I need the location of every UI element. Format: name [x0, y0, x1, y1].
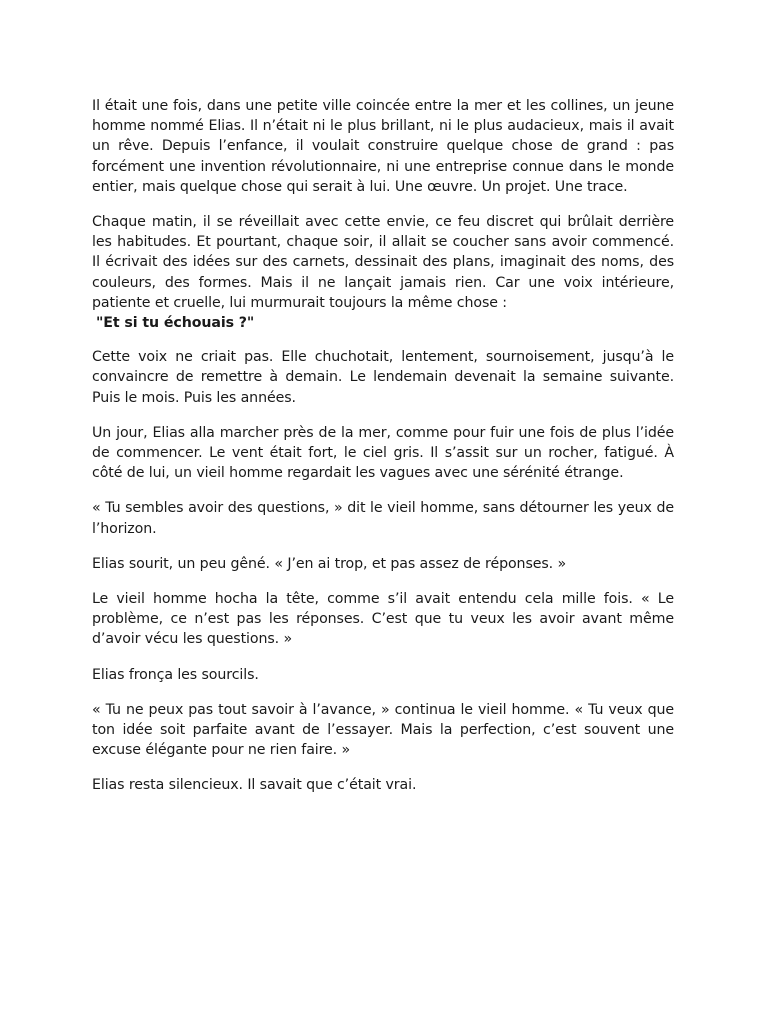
paragraph-1: Il était une fois, dans une petite ville coincée entre la mer et les collines, un jeune homme nommé Elias. Il n’était ni le plus brillant, ni le plus audacieux, mais il avait un rêve. Depuis l’enfance, il voulait construire quelque chose de grand : pas forcément une invention révolutionnaire, ni une entreprise connue dans le monde entier, mais quelque chose qui serait à lui. Une œuvre. Un projet. Une trace.: [92, 98, 674, 195]
paragraph-2: Chaque matin, il se réveillait avec cette envie, ce feu discret qui brûlait derrière les habitudes. Et pourtant, chaque soir, il allait se coucher sans avoir commencé. Il écrivait des idées sur des carnets, dessinait des plans, imaginait des noms, des couleurs, des formes. Mais il ne lançait jamais rien. Car une voix intérieure, patiente et cruelle, lui murmurait toujours la même chose :: [92, 214, 674, 311]
bold-quote: "Et si tu échouais ?": [96, 315, 255, 332]
paragraph-5: « Tu sembles avoir des questions, » dit le vieil homme, sans détourner les yeux de l’horizon.: [92, 500, 674, 537]
paragraph-10: Elias resta silencieux. Il savait que c’était vrai.: [92, 777, 417, 794]
paragraph-7: Le vieil homme hocha la tête, comme s’il avait entendu cela mille fois. « Le problème, ce n’est pas les réponses. C’est que tu veux les avoir avant même d’avoir vécu les questions. »: [92, 591, 674, 648]
document-page: [92, 96, 674, 811]
paragraph-6: Elias sourit, un peu gêné. « J’en ai trop, et pas assez de réponses. »: [92, 555, 567, 572]
paragraph-8: Elias fronça les sourcils.: [92, 666, 259, 683]
paragraph-9: « Tu ne peux pas tout savoir à l’avance, » continua le vieil homme. « Tu veux que ton idée soit parfaite avant de l’essayer. Mais la perfection, c’est souvent une excuse élégante pour ne rien faire. »: [92, 701, 674, 759]
paragraph-3: Cette voix ne criait pas. Elle chuchotait, lentement, sournoisement, jusqu’à le convaincre de remettre à demain. Le lendemain devenait la semaine suivante. Puis le mois. Puis les années.: [92, 349, 674, 406]
paragraph-4: Un jour, Elias alla marcher près de la mer, comme pour fuir une fois de plus l’idée de commencer. Le vent était fort, le ciel gris. Il s’assit sur un rocher, fatigué. À côté de lui, un vieil homme regardait les vagues avec une sérénité étrange.: [92, 424, 674, 482]
